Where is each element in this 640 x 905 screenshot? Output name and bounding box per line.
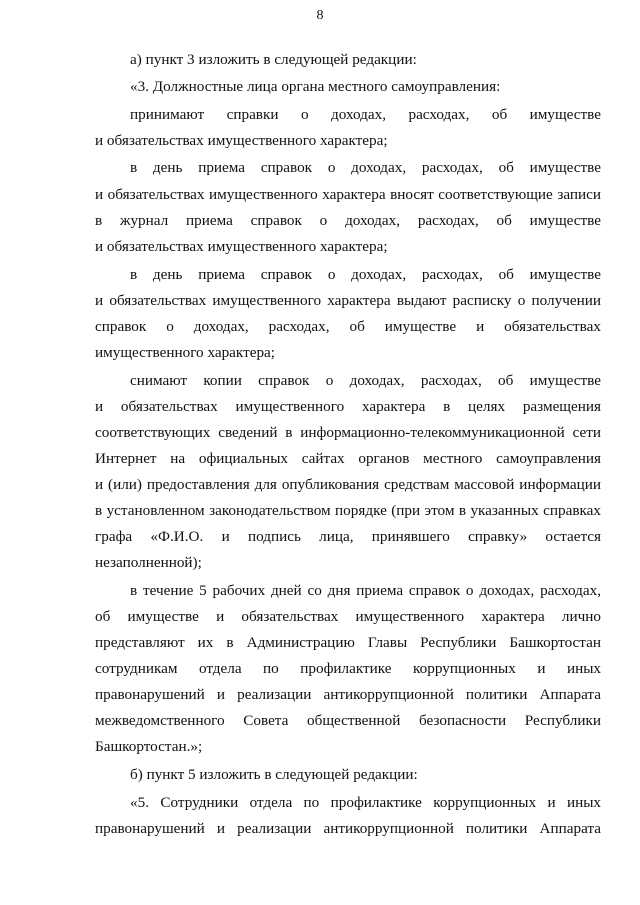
text-line: а) пункт 3 изложить в следующей редакции:: [130, 51, 417, 68]
text-line: в день приема справок о доходах, расходах, об имуществе: [130, 266, 601, 283]
text-line: Интернет на официальных сайтах органов местного самоуправления: [95, 450, 601, 467]
text-line: сотрудникам отдела по профилактике коррупционных и иных: [95, 660, 601, 677]
text-line: и обязательствах имущественного характера;: [95, 238, 388, 255]
text-line: и обязательствах имущественного характера вносят соответствующие записи: [95, 186, 601, 203]
text-line: представляют их в Администрацию Главы Республики Башкортостан: [95, 634, 601, 651]
text-line: об имуществе и обязательствах имущественного характера лично: [95, 608, 601, 625]
text-line: «5. Сотрудники отдела по профилактике коррупционных и иных: [130, 794, 601, 811]
text-line: графа «Ф.И.О. и подпись лица, принявшего справку» остается: [95, 528, 601, 545]
text-line: в установленном законодательством порядке (при этом в указанных справках: [95, 502, 601, 519]
text-line: в журнал приема справок о доходах, расходах, об имуществе: [95, 212, 601, 229]
text-line: «3. Должностные лица органа местного самоуправления:: [130, 78, 501, 95]
text-line: и (или) предоставления для опубликования средствам массовой информации: [95, 476, 601, 493]
text-line: имущественного характера;: [95, 344, 276, 361]
text-line: б) пункт 5 изложить в следующей редакции:: [130, 766, 418, 783]
text-line: правонарушений и реализации антикоррупционной политики Аппарата: [95, 686, 601, 703]
text-line: и обязательствах имущественного характера в целях размещения: [95, 398, 601, 415]
text-line: незаполненной);: [95, 554, 202, 571]
text-line: и обязательствах имущественного характера;: [95, 132, 388, 149]
text-line: справок о доходах, расходах, об имуществе и обязательствах: [95, 318, 601, 335]
page-number: 8: [316, 8, 324, 23]
text-line: и обязательствах имущественного характера выдают расписку о получении: [95, 292, 601, 309]
text-line: Башкортостан.»;: [95, 738, 203, 755]
text-line: в течение 5 рабочих дней со дня приема справок о доходах, расходах,: [130, 582, 601, 599]
text-line: принимают справки о доходах, расходах, об имуществе: [130, 106, 601, 123]
text-line: в день приема справок о доходах, расходах, об имуществе: [130, 159, 601, 176]
text-line: правонарушений и реализации антикоррупционной политики Аппарата: [95, 820, 601, 837]
text-line: межведомственного Совета общественной безопасности Республики: [95, 712, 601, 729]
text-line: снимают копии справок о доходах, расходах, об имуществе: [130, 372, 601, 389]
text-line: соответствующих сведений в информационно-телекоммуникационной сети: [95, 424, 601, 441]
